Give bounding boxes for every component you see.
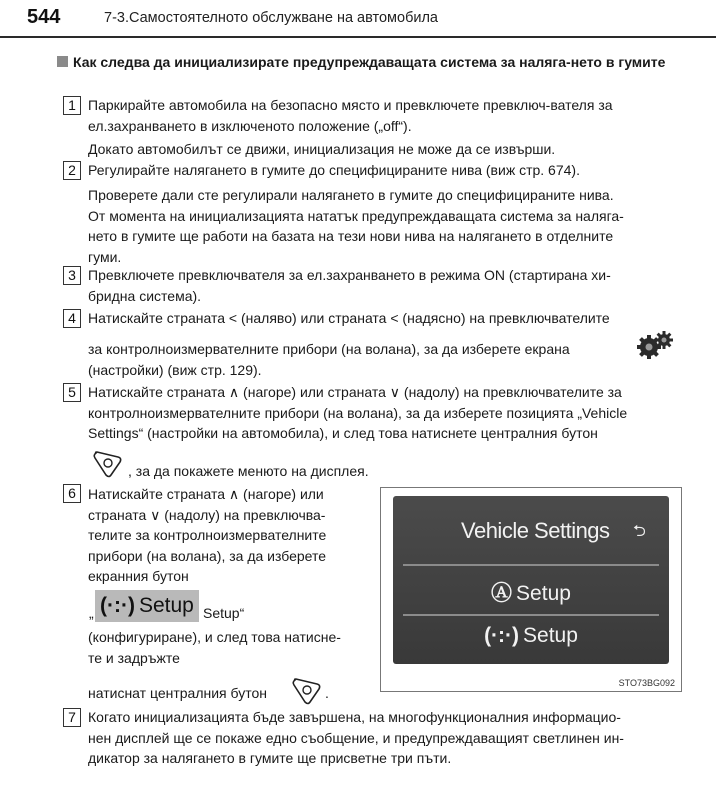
- step-6-line: те и задръжте: [88, 649, 180, 666]
- step-3-number: 3: [63, 266, 81, 285]
- step-5-number: 5: [63, 383, 81, 402]
- display-title: Vehicle Settings: [461, 518, 610, 543]
- tpms-icon: (·:·): [100, 594, 135, 617]
- tpms-a-icon: Ⓐ: [491, 582, 513, 605]
- step-4-number: 4: [63, 309, 81, 328]
- step-5-line: контролноизмервателните прибори (на волана), за да изберете позицията „Vehicle: [88, 404, 628, 421]
- center-button-icon: [290, 676, 324, 706]
- step-6-line: страната ∨ (надолу) на превключва-: [88, 506, 326, 523]
- display-item-label: Setup: [516, 582, 571, 605]
- step-6-line: Натискайте страната ∧ (нагоре) или: [88, 486, 324, 502]
- step-6-line: екранния бутон: [88, 568, 189, 584]
- step-4-line: (настройки) (виж стр. 129).: [88, 362, 262, 378]
- step-3-line: бридна система).: [88, 287, 202, 304]
- step-7-line: нен дисплей ще се покаже едно съобщение, и предупреждаващият светлинен ин-: [88, 729, 624, 746]
- step-1-line: ел.захранването в изключеното положение („off“).: [88, 117, 412, 134]
- step-6-period: .: [325, 685, 329, 701]
- display-divider: [403, 614, 659, 616]
- step-5-line: , за да покажете менюто на дисплея.: [128, 463, 369, 479]
- step-5-line: Натискайте страната ∧ (нагоре) или страната ∨ (надолу) на превключвателите за: [88, 384, 622, 400]
- step-1-number: 1: [63, 96, 81, 115]
- display-item-label: Setup: [523, 624, 578, 647]
- step-2-number: 2: [63, 161, 81, 180]
- step-2-note-line: гуми.: [88, 248, 122, 265]
- step-2-note-line: нето в гумите ще работи на базата на тези нови нива на налягането в отделните: [88, 228, 614, 244]
- step-6-text: [88, 484, 373, 587]
- step-1-note: Докато автомобилът се движи, инициализация не може да се извърши.: [88, 141, 556, 157]
- step-2-note-line: Проверете дали сте регулирали налягането в гумите до специфицираните нива.: [88, 187, 614, 203]
- step-5-text: [88, 382, 684, 444]
- step-7-line: дикатор за налягането в гумите ще присветне три пъти.: [88, 750, 452, 766]
- section-title: [57, 53, 687, 71]
- step-2-note: [88, 185, 684, 267]
- step-1-text: [88, 95, 684, 136]
- step-6-text-cont: [88, 627, 373, 668]
- display-illustration: [380, 487, 682, 692]
- step-6-line: прибори (на волана), за да изберете: [88, 547, 327, 564]
- page-header: [0, 6, 716, 36]
- step-7-line: Когато инициализацията бъде завършена, на многофункционалния информацио-: [88, 709, 621, 725]
- header-rule: [0, 36, 716, 38]
- step-4-line: за контролноизмервателните прибори (на волана), за да изберете екрана: [88, 341, 570, 357]
- display-item-setup: [393, 624, 669, 648]
- gears-icon: [634, 330, 676, 360]
- step-6-line: натиснат централния бутон: [88, 685, 267, 701]
- setup-screen-button-image: [95, 590, 199, 622]
- display-item-setup-a: [393, 577, 669, 607]
- multi-info-display: [393, 496, 669, 664]
- step-6-open-quote: „: [89, 605, 94, 621]
- bullet-square-icon: [57, 56, 68, 67]
- step-1-line: Паркирайте автомобила на безопасно място и превключете превключ-вателя за: [88, 97, 613, 113]
- center-button-icon: [91, 449, 125, 479]
- display-divider: [403, 564, 659, 566]
- setup-badge-label: Setup: [138, 594, 194, 617]
- step-2-note-line: От момента на инициализацията нататък предупреждаващата система за наляга-: [88, 207, 624, 224]
- step-4-line: Натискайте страната < (наляво) или страната < (надясно) на превключвателите: [88, 310, 610, 326]
- page-number: 544: [27, 6, 61, 28]
- step-6-line: телите за контролноизмервателните: [88, 527, 327, 543]
- step-3-text: [88, 265, 684, 306]
- step-3-line: Превключете превключвателя за ел.захранването в режима ON (стартирана хи-: [88, 267, 611, 283]
- step-2-text: Регулирайте налягането в гумите до специфицираните нива (виж стр. 674).: [88, 162, 580, 178]
- section-title-text: Как следва да инициализирате предупреждаващата система за наляга-нето в гумите: [73, 54, 666, 70]
- step-7-number: 7: [63, 708, 81, 727]
- step-6-line: (конфигуриране), и след това натисне-: [88, 629, 341, 645]
- step-5-line: Settings“ (настройки на автомобила), и след това натиснете централния бутон: [88, 425, 598, 441]
- step-6-number: 6: [63, 484, 81, 503]
- return-arrow-icon: ⮌: [633, 523, 646, 540]
- chapter-title: 7-3.Самостоятелното обслужване на автомобила: [104, 10, 438, 26]
- tpms-icon: (·:·): [484, 624, 520, 647]
- step-7-text: [88, 707, 684, 769]
- step-6-line: Setup“: [203, 605, 245, 621]
- figure-code: STO73BG092: [618, 678, 675, 688]
